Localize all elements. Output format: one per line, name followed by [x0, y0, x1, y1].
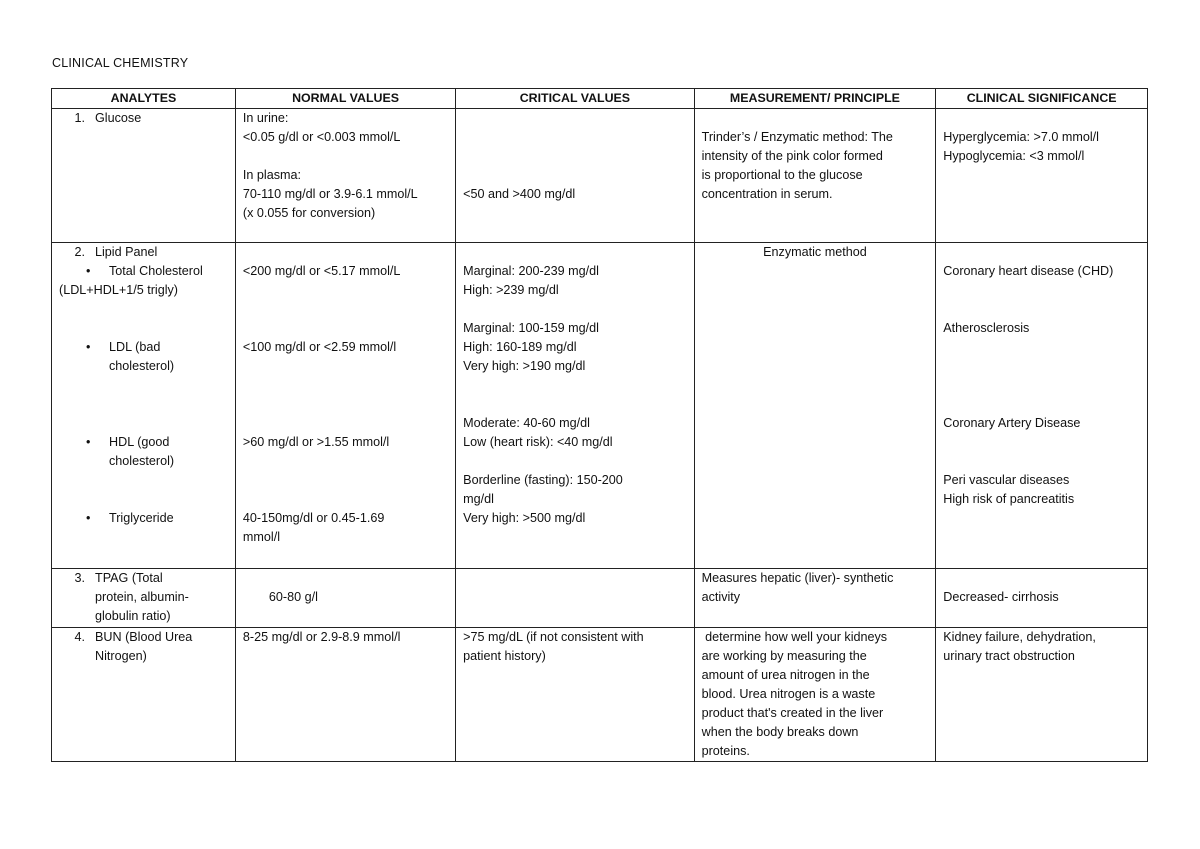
- measurement-text: intensity of the pink color formed: [701, 149, 883, 163]
- normal-text: <0.05 g/dl or <0.003 mmol/L: [242, 130, 401, 144]
- sub-analyte: (LDL+HDL+1/5 trigly): [59, 283, 178, 297]
- significance-text: Coronary Artery Disease: [943, 416, 1081, 430]
- critical-text: Moderate: 40-60 mg/dl: [463, 416, 590, 430]
- analyte-name: BUN (Blood Urea: [95, 630, 193, 644]
- sub-analyte: Total Cholesterol: [109, 264, 203, 278]
- row-number: 4.: [74, 630, 85, 644]
- significance-text: Hyperglycemia: >7.0 mmol/l: [943, 130, 1099, 144]
- clinical-chemistry-table: [51, 88, 1148, 762]
- normal-text: <200 mg/dl or <5.17 mmol/L: [242, 264, 401, 278]
- table-row-tpag: [52, 569, 1148, 628]
- normal-text: 70-110 mg/dl or 3.9-6.1 mmol/L: [242, 187, 418, 201]
- measurement-text: determine how well your kidneys: [701, 630, 888, 644]
- cell-analyte-lipid: [52, 243, 236, 569]
- critical-text: Very high: >500 mg/dl: [463, 511, 586, 525]
- header-row: [52, 89, 1148, 109]
- row-number: 2.: [74, 245, 85, 259]
- significance-text: Coronary heart disease (CHD): [943, 264, 1114, 278]
- significance-text: Peri vascular diseases: [943, 473, 1070, 487]
- normal-text: 60-80 g/l: [268, 590, 318, 604]
- critical-text: High: >239 mg/dl: [463, 283, 559, 297]
- analyte-name: Glucose: [95, 111, 142, 125]
- cell-analyte-glucose: [52, 109, 236, 243]
- cell-significance-bun: [936, 628, 1148, 762]
- table-row-glucose: [52, 109, 1148, 243]
- header-clinical-significance: CLINICAL SIGNIFICANCE: [936, 89, 1148, 109]
- cell-analyte-bun: [52, 628, 236, 762]
- analyte-name: Nitrogen): [95, 649, 147, 663]
- table-row-bun: [52, 628, 1148, 762]
- analyte-name: Lipid Panel: [95, 245, 158, 259]
- header-normal-values: NORMAL VALUES: [235, 89, 455, 109]
- critical-text: Marginal: 200-239 mg/dl: [463, 264, 599, 278]
- normal-text: In urine:: [242, 111, 289, 125]
- sub-analyte: HDL (good: [109, 435, 170, 449]
- measurement-text: proteins.: [701, 744, 750, 758]
- bullet-icon: •: [86, 435, 91, 449]
- critical-text: Marginal: 100-159 mg/dl: [463, 321, 599, 335]
- measurement-text: Enzymatic method: [763, 245, 867, 259]
- cell-measurement-glucose: [694, 109, 936, 243]
- cell-normal-tpag: [235, 569, 455, 628]
- normal-text: 40-150mg/dl or 0.45-1.69: [242, 511, 385, 525]
- measurement-text: concentration in serum.: [701, 187, 833, 201]
- measurement-text: are working by measuring the: [701, 649, 867, 663]
- significance-text: Decreased- cirrhosis: [943, 590, 1059, 604]
- cell-significance-glucose: [936, 109, 1148, 243]
- cell-critical-lipid: [456, 243, 694, 569]
- cell-measurement-lipid: [694, 243, 936, 569]
- critical-text: Low (heart risk): <40 mg/dl: [463, 435, 613, 449]
- measurement-text: product that's created in the liver: [701, 706, 884, 720]
- critical-text: Very high: >190 mg/dl: [463, 359, 586, 373]
- header-measurement-principle: MEASUREMENT/ PRINCIPLE: [694, 89, 936, 109]
- normal-text: 8-25 mg/dl or 2.9-8.9 mmol/l: [242, 630, 401, 644]
- significance-text: Kidney failure, dehydration,: [943, 630, 1096, 644]
- header-analytes: ANALYTES: [52, 89, 236, 109]
- bullet-icon: •: [86, 264, 91, 278]
- measurement-text: Measures hepatic (liver)- synthetic: [701, 571, 894, 585]
- normal-text: mmol/l: [242, 530, 280, 544]
- cell-measurement-tpag: [694, 569, 936, 628]
- critical-text: Borderline (fasting): 150-200: [463, 473, 623, 487]
- significance-text: High risk of pancreatitis: [943, 492, 1075, 506]
- significance-text: Atherosclerosis: [943, 321, 1030, 335]
- sub-analyte: LDL (bad: [109, 340, 161, 354]
- cell-critical-glucose: [456, 109, 694, 243]
- analyte-name: protein, albumin-: [95, 590, 189, 604]
- significance-text: Hypoglycemia: <3 mmol/l: [943, 149, 1085, 163]
- cell-significance-tpag: [936, 569, 1148, 628]
- cell-normal-lipid: [235, 243, 455, 569]
- sub-analyte: cholesterol): [109, 454, 175, 468]
- measurement-text: Trinder’s / Enzymatic method: The: [701, 130, 893, 144]
- cell-normal-glucose: [235, 109, 455, 243]
- normal-text: In plasma:: [242, 168, 302, 182]
- normal-text: <100 mg/dl or <2.59 mmol/l: [242, 340, 397, 354]
- significance-text: urinary tract obstruction: [943, 649, 1075, 663]
- row-number: 1.: [74, 111, 85, 125]
- measurement-text: amount of urea nitrogen in the: [701, 668, 870, 682]
- normal-text: (x 0.055 for conversion): [242, 206, 376, 220]
- cell-critical-tpag: [456, 569, 694, 628]
- critical-text: patient history): [463, 649, 546, 663]
- critical-text: High: 160-189 mg/dl: [463, 340, 577, 354]
- measurement-text: activity: [701, 590, 741, 604]
- critical-text: >75 mg/dL (if not consistent with: [463, 630, 644, 644]
- cell-normal-bun: [235, 628, 455, 762]
- cell-analyte-tpag: [52, 569, 236, 628]
- header-critical-values: CRITICAL VALUES: [456, 89, 694, 109]
- sub-analyte: Triglyceride: [109, 511, 174, 525]
- bullet-icon: •: [86, 511, 91, 525]
- table-row-lipid-panel: [52, 243, 1148, 569]
- analyte-name: globulin ratio): [95, 609, 171, 623]
- analyte-name: TPAG (Total: [95, 571, 163, 585]
- measurement-text: blood. Urea nitrogen is a waste: [701, 687, 876, 701]
- sub-analyte: cholesterol): [109, 359, 175, 373]
- cell-critical-bun: [456, 628, 694, 762]
- critical-text: mg/dl: [463, 492, 494, 506]
- normal-text: >60 mg/dl or >1.55 mmol/l: [242, 435, 390, 449]
- row-number: 3.: [74, 571, 85, 585]
- measurement-text: is proportional to the glucose: [701, 168, 863, 182]
- measurement-text: when the body breaks down: [701, 725, 859, 739]
- cell-significance-lipid: [936, 243, 1148, 569]
- bullet-icon: •: [86, 340, 91, 354]
- critical-text: <50 and >400 mg/dl: [463, 187, 576, 201]
- document-title: CLINICAL CHEMISTRY: [52, 56, 189, 70]
- cell-measurement-bun: [694, 628, 936, 762]
